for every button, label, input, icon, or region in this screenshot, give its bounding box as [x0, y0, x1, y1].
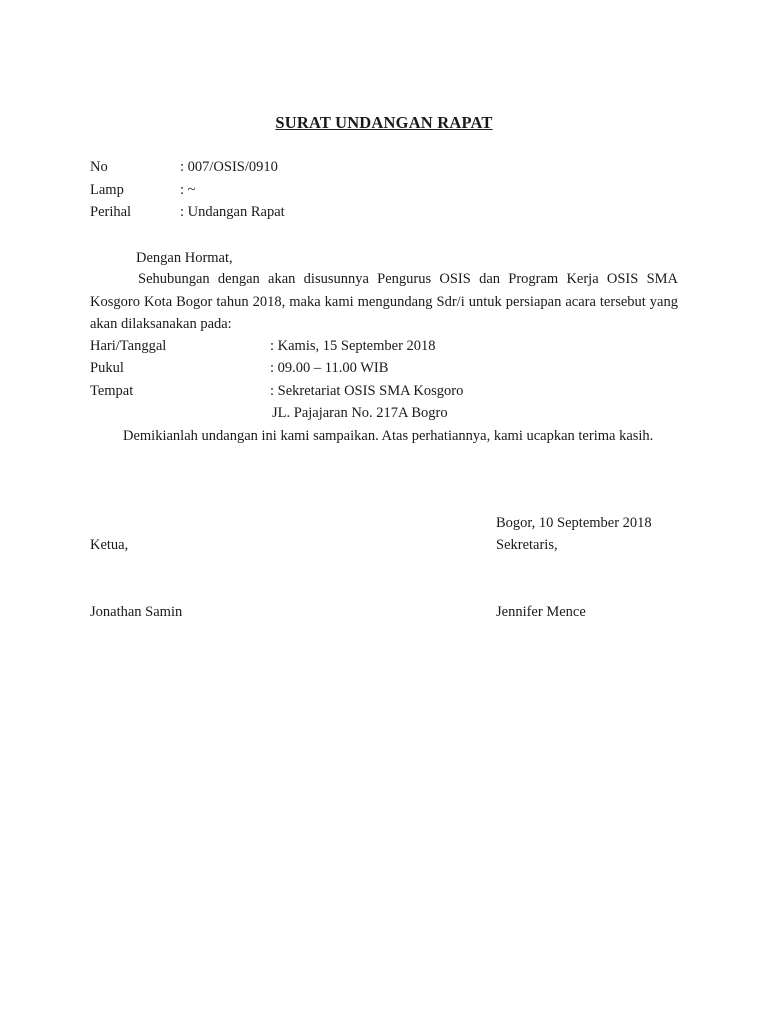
- detail-value: JL. Pajajaran No. 217A Bogro: [272, 405, 448, 421]
- right-signatory-name: Jennifer Mence: [496, 604, 586, 620]
- closing-paragraph: Demikianlah undangan ini kami sampaikan. Atas perhatiannya, kami ucapkan terima kasih.: [123, 428, 654, 444]
- meta-value: : ~: [180, 182, 196, 198]
- left-signatory-name: Jonathan Samin: [90, 604, 183, 620]
- greeting: Dengan Hormat,: [136, 250, 233, 266]
- detail-label: Pukul: [90, 360, 124, 376]
- meta-value: : 007/OSIS/0910: [180, 159, 278, 175]
- meta-value: : Undangan Rapat: [180, 204, 285, 220]
- detail-value: : Sekretariat OSIS SMA Kosgoro: [270, 383, 464, 399]
- detail-label: Hari/Tanggal: [90, 338, 167, 354]
- intro-paragraph: Sehubungan dengan akan disusunnya Pengurus OSIS dan Program Kerja OSIS SMA Kosgoro Kota Bogor tahun 2018, maka kami mengundang Sdr/i untuk persiapan acara tersebut yang akan dilaksanakan pada:: [90, 271, 678, 332]
- detail-value: : 09.00 – 11.00 WIB: [270, 360, 389, 376]
- letter-title: SURAT UNDANGAN RAPAT: [275, 113, 493, 132]
- meta-label: Lamp: [90, 182, 124, 198]
- detail-value: : Kamis, 15 September 2018: [270, 338, 436, 354]
- detail-label: Tempat: [90, 383, 134, 399]
- place-date: Bogor, 10 September 2018: [496, 515, 652, 531]
- meta-label: No: [90, 159, 108, 175]
- right-signatory-role: Sekretaris,: [496, 537, 558, 553]
- meta-label: Perihal: [90, 204, 132, 220]
- left-signatory-role: Ketua,: [90, 537, 129, 553]
